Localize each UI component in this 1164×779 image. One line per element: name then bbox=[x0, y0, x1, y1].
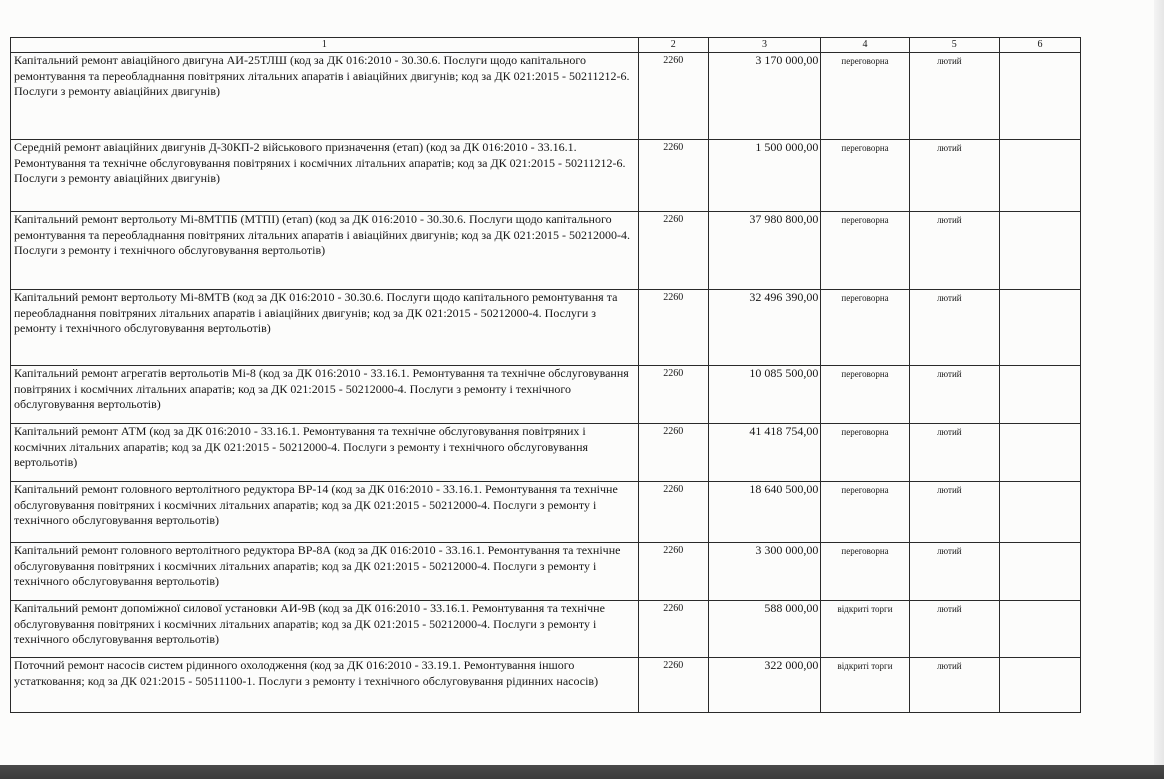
column-header-1: 1 bbox=[11, 38, 639, 53]
row-procedure: переговорна bbox=[821, 53, 909, 140]
column-header-5: 5 bbox=[909, 38, 999, 53]
row-description: Капітальний ремонт головного вертолітного редуктора ВР-14 (код за ДК 016:2010 - 33.16.1. Ремонтування та технічне обслуговування повітряних і космічних літальних апаратів; код за ДК 021:2015 - 50212000-4. Послуги з ремонту і технічного обслуговування вертольотів) bbox=[11, 482, 639, 543]
row-description: Капітальний ремонт агрегатів вертольотів Мі-8 (код за ДК 016:2010 - 33.16.1. Ремонтування та технічне обслуговування повітряних і космічних літальних апаратів; код за ДК 021:2015 - 50212000-4. Послуги з ремонту і технічного обслуговування вертольотів) bbox=[11, 366, 639, 424]
row-description: Капітальний ремонт допоміжної силової установки АИ-9В (код за ДК 016:2010 - 33.16.1. Ремонтування та технічне обслуговування повітряних і космічних літальних апаратів; код за ДК 021:2015 - 50212000-4. Послуги з ремонту і технічного обслуговування вертольотів) bbox=[11, 601, 639, 658]
row-note bbox=[999, 140, 1080, 212]
row-procedure: переговорна bbox=[821, 290, 909, 366]
row-month: лютий bbox=[909, 290, 999, 366]
row-amount: 3 170 000,00 bbox=[708, 53, 821, 140]
row-description: Капітальний ремонт АТМ (код за ДК 016:2010 - 33.16.1. Ремонтування та технічне обслуговування повітряних і космічних літальних апаратів; код за ДК 021:2015 - 50212000-4. Послуги з ремонту і технічного обслуговування вертольотів) bbox=[11, 424, 639, 482]
row-note bbox=[999, 366, 1080, 424]
column-header-6: 6 bbox=[999, 38, 1080, 53]
row-month: лютий bbox=[909, 424, 999, 482]
table-row bbox=[11, 424, 1081, 482]
row-note bbox=[999, 424, 1080, 482]
row-amount: 588 000,00 bbox=[708, 601, 821, 658]
row-month: лютий bbox=[909, 53, 999, 140]
page-edge-shadow bbox=[1154, 0, 1164, 765]
row-kekv-code: 2260 bbox=[638, 212, 708, 290]
row-kekv-code: 2260 bbox=[638, 658, 708, 713]
procurement-table-container bbox=[10, 37, 1081, 713]
row-month: лютий bbox=[909, 212, 999, 290]
table-row bbox=[11, 140, 1081, 212]
table-row bbox=[11, 543, 1081, 601]
row-description: Капітальний ремонт авіаційного двигуна АИ-25ТЛШ (код за ДК 016:2010 - 30.30.6. Послуги щодо капітального ремонтування та переобладнання повітряних літальних апаратів і авіаційних двигунів; код за ДК 021:2015 - 50211212-6. Послуги з ремонту авіаційних двигунів) bbox=[11, 53, 639, 140]
row-note bbox=[999, 658, 1080, 713]
row-amount: 18 640 500,00 bbox=[708, 482, 821, 543]
procurement-table bbox=[10, 37, 1081, 713]
row-kekv-code: 2260 bbox=[638, 543, 708, 601]
row-kekv-code: 2260 bbox=[638, 53, 708, 140]
row-description: Середній ремонт авіаційних двигунів Д-30КП-2 військового призначення (етап) (код за ДК 016:2010 - 33.16.1. Ремонтування та технічне обслуговування повітряних і космічних літальних апаратів; код за ДК 021:2015 - 50211212-6. Послуги з ремонту авіаційних двигунів) bbox=[11, 140, 639, 212]
table-row bbox=[11, 601, 1081, 658]
row-month: лютий bbox=[909, 482, 999, 543]
row-amount: 3 300 000,00 bbox=[708, 543, 821, 601]
row-procedure: переговорна bbox=[821, 212, 909, 290]
row-kekv-code: 2260 bbox=[638, 366, 708, 424]
row-note bbox=[999, 290, 1080, 366]
row-amount: 322 000,00 bbox=[708, 658, 821, 713]
row-amount: 37 980 800,00 bbox=[708, 212, 821, 290]
table-row bbox=[11, 290, 1081, 366]
row-amount: 32 496 390,00 bbox=[708, 290, 821, 366]
row-kekv-code: 2260 bbox=[638, 290, 708, 366]
row-note bbox=[999, 601, 1080, 658]
table-row bbox=[11, 658, 1081, 713]
row-procedure: відкриті торги bbox=[821, 658, 909, 713]
row-description: Поточний ремонт насосів систем рідинного охолодження (код за ДК 016:2010 - 33.19.1. Ремонтування іншого устатковання; код за ДК 021:2015 - 50511100-1. Послуги з ремонту і технічного обслуговування рідинних насосів) bbox=[11, 658, 639, 713]
row-description: Капітальний ремонт вертольоту Мі-8МТПБ (МТПІ) (етап) (код за ДК 016:2010 - 30.30.6. Послуги щодо капітального ремонтування та переобладнання повітряних літальних апаратів і авіаційних двигунів; код за ДК 021:2015 - 50212000-4. Послуги з ремонту і технічного обслуговування вертольотів) bbox=[11, 212, 639, 290]
table-row bbox=[11, 482, 1081, 543]
row-month: лютий bbox=[909, 543, 999, 601]
column-header-2: 2 bbox=[638, 38, 708, 53]
table-row bbox=[11, 53, 1081, 140]
row-procedure: переговорна bbox=[821, 366, 909, 424]
row-amount: 10 085 500,00 bbox=[708, 366, 821, 424]
row-amount: 1 500 000,00 bbox=[708, 140, 821, 212]
row-month: лютий bbox=[909, 601, 999, 658]
row-note bbox=[999, 53, 1080, 140]
row-note bbox=[999, 482, 1080, 543]
row-month: лютий bbox=[909, 140, 999, 212]
table-row bbox=[11, 212, 1081, 290]
column-header-4: 4 bbox=[821, 38, 909, 53]
row-procedure: переговорна bbox=[821, 482, 909, 543]
row-kekv-code: 2260 bbox=[638, 482, 708, 543]
table-row bbox=[11, 366, 1081, 424]
row-procedure: переговорна bbox=[821, 543, 909, 601]
row-kekv-code: 2260 bbox=[638, 140, 708, 212]
viewer-bottom-bar bbox=[0, 765, 1164, 779]
row-amount: 41 418 754,00 bbox=[708, 424, 821, 482]
column-header-3: 3 bbox=[708, 38, 821, 53]
row-procedure: переговорна bbox=[821, 140, 909, 212]
row-description: Капітальний ремонт вертольоту Мі-8МТВ (код за ДК 016:2010 - 30.30.6. Послуги щодо капітального ремонтування та переобладнання повітряних літальних апаратів і авіаційних двигунів; код за ДК 021:2015 - 50212000-4. Послуги з ремонту і технічного обслуговування вертольотів) bbox=[11, 290, 639, 366]
row-note bbox=[999, 212, 1080, 290]
row-month: лютий bbox=[909, 658, 999, 713]
row-procedure: відкриті торги bbox=[821, 601, 909, 658]
row-month: лютий bbox=[909, 366, 999, 424]
row-kekv-code: 2260 bbox=[638, 424, 708, 482]
row-note bbox=[999, 543, 1080, 601]
row-procedure: переговорна bbox=[821, 424, 909, 482]
row-kekv-code: 2260 bbox=[638, 601, 708, 658]
row-description: Капітальний ремонт головного вертолітного редуктора ВР-8А (код за ДК 016:2010 - 33.16.1. Ремонтування та технічне обслуговування повітряних і космічних літальних апаратів; код за ДК 021:2015 - 50212000-4. Послуги з ремонту і технічного обслуговування вертольотів) bbox=[11, 543, 639, 601]
table-header-row bbox=[11, 38, 1081, 53]
